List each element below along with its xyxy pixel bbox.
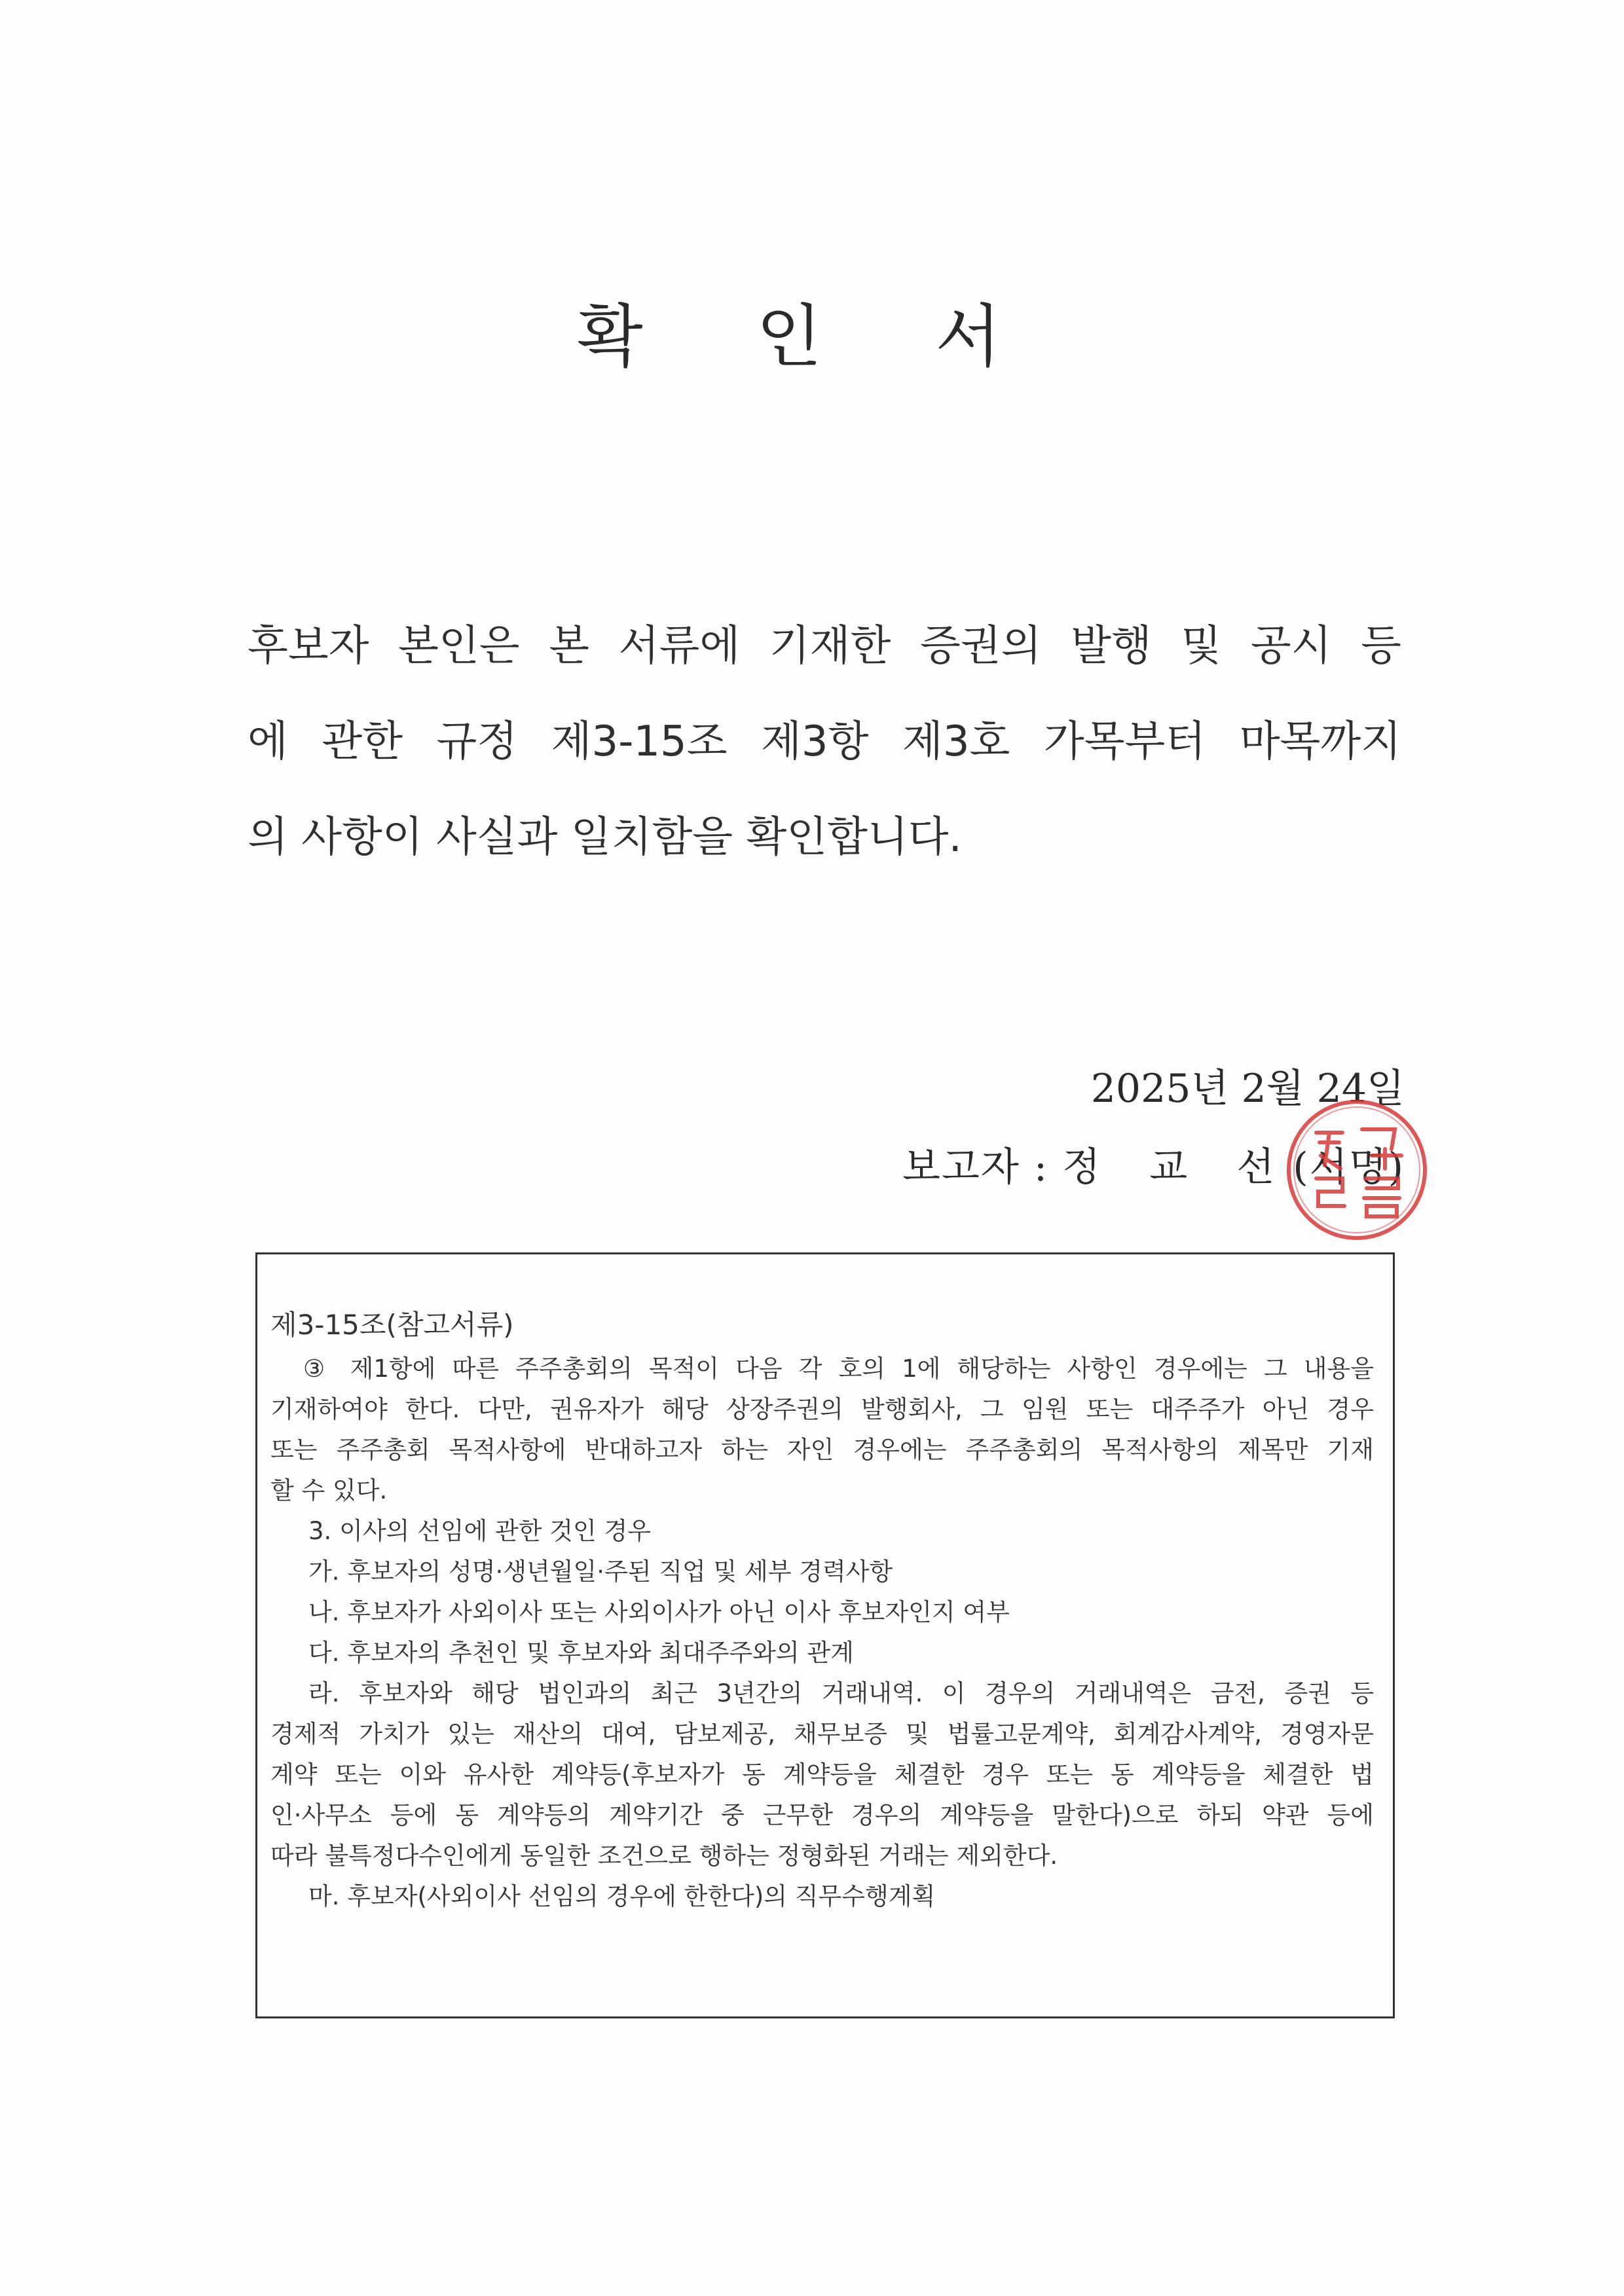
reference-line: 다. 후보자의 추천인 및 후보자와 최대주주와의 관계 bbox=[308, 1639, 854, 1667]
reference-line: 또는 주주총회 목적사항에 반대하고자 하는 자인 경우에는 주주총회의 목적사항의 제목만 기재 bbox=[270, 1436, 1374, 1464]
reference-line: 기재하여야 한다. 다만, 권유자가 해당 상장주권의 발행회사, 그 임원 또는 대주주가 아닌 경우 bbox=[270, 1395, 1374, 1423]
reference-line: 계약 또는 이와 유사한 계약등(후보자가 동 계약등을 체결한 경우 또는 동 계약등을 체결한 법 bbox=[270, 1760, 1374, 1789]
statement-line: 의 사항이 사실과 일치함을 확인합니다. bbox=[248, 813, 962, 862]
document-date: 2025년 2월 24일 bbox=[1090, 1066, 1405, 1112]
reference-line: 3. 이사의 선임에 관한 것인 경우 bbox=[308, 1517, 652, 1545]
reporter-label: 보고자 : bbox=[902, 1144, 1063, 1190]
reference-line: 마. 후보자(사외이사 선임의 경우에 한한다)의 직무수행계획 bbox=[308, 1882, 936, 1910]
reference-line: 경제적 가치가 있는 재산의 대여, 담보제공, 채무보증 및 법률고문계약, 회계감사계약, 경영자문 bbox=[270, 1720, 1374, 1748]
statement-line: 에 관한 규정 제3-15조 제3항 제3호 가목부터 마목까지 bbox=[248, 718, 1401, 766]
reporter-name: 정 교 선 bbox=[1062, 1144, 1293, 1190]
reference-line: 나. 후보자가 사외이사 또는 사외이사가 아닌 이사 후보자인지 여부 bbox=[308, 1598, 1010, 1626]
reference-line: 가. 후보자의 성명·생년월일·주된 직업 및 세부 경력사항 bbox=[308, 1558, 893, 1586]
reference-line: ③ 제1항에 따른 주주총회의 목적이 다음 각 호의 1에 해당하는 사항인 경우에는 그 내용을 bbox=[303, 1355, 1374, 1383]
red-seal-stamp bbox=[1280, 1093, 1434, 1247]
reference-box bbox=[255, 1252, 1395, 2018]
reference-line: 인·사무소 등에 동 계약등의 계약기간 중 근무한 경우의 계약등을 말한다)으로 하되 약관 등에 bbox=[270, 1801, 1374, 1829]
reference-line: 따라 불특정다수인에게 동일한 조건으로 행하는 정형화된 거래는 제외한다. bbox=[270, 1842, 1058, 1870]
confirmation-statement bbox=[248, 622, 1401, 912]
signature-label: (서명) bbox=[1293, 1144, 1405, 1190]
reference-line: 라. 후보자와 해당 법인과의 최근 3년간의 거래내역. 이 경우의 거래내역은 금전, 증권 등 bbox=[308, 1679, 1374, 1707]
reference-heading: 제3-15조(참고서류) bbox=[270, 1309, 514, 1341]
reference-line: 할 수 있다. bbox=[270, 1476, 388, 1504]
document-title: 확 인 서 bbox=[577, 297, 1047, 376]
statement-line: 후보자 본인은 본 서류에 기재한 증권의 발행 및 공시 등 bbox=[248, 622, 1401, 670]
